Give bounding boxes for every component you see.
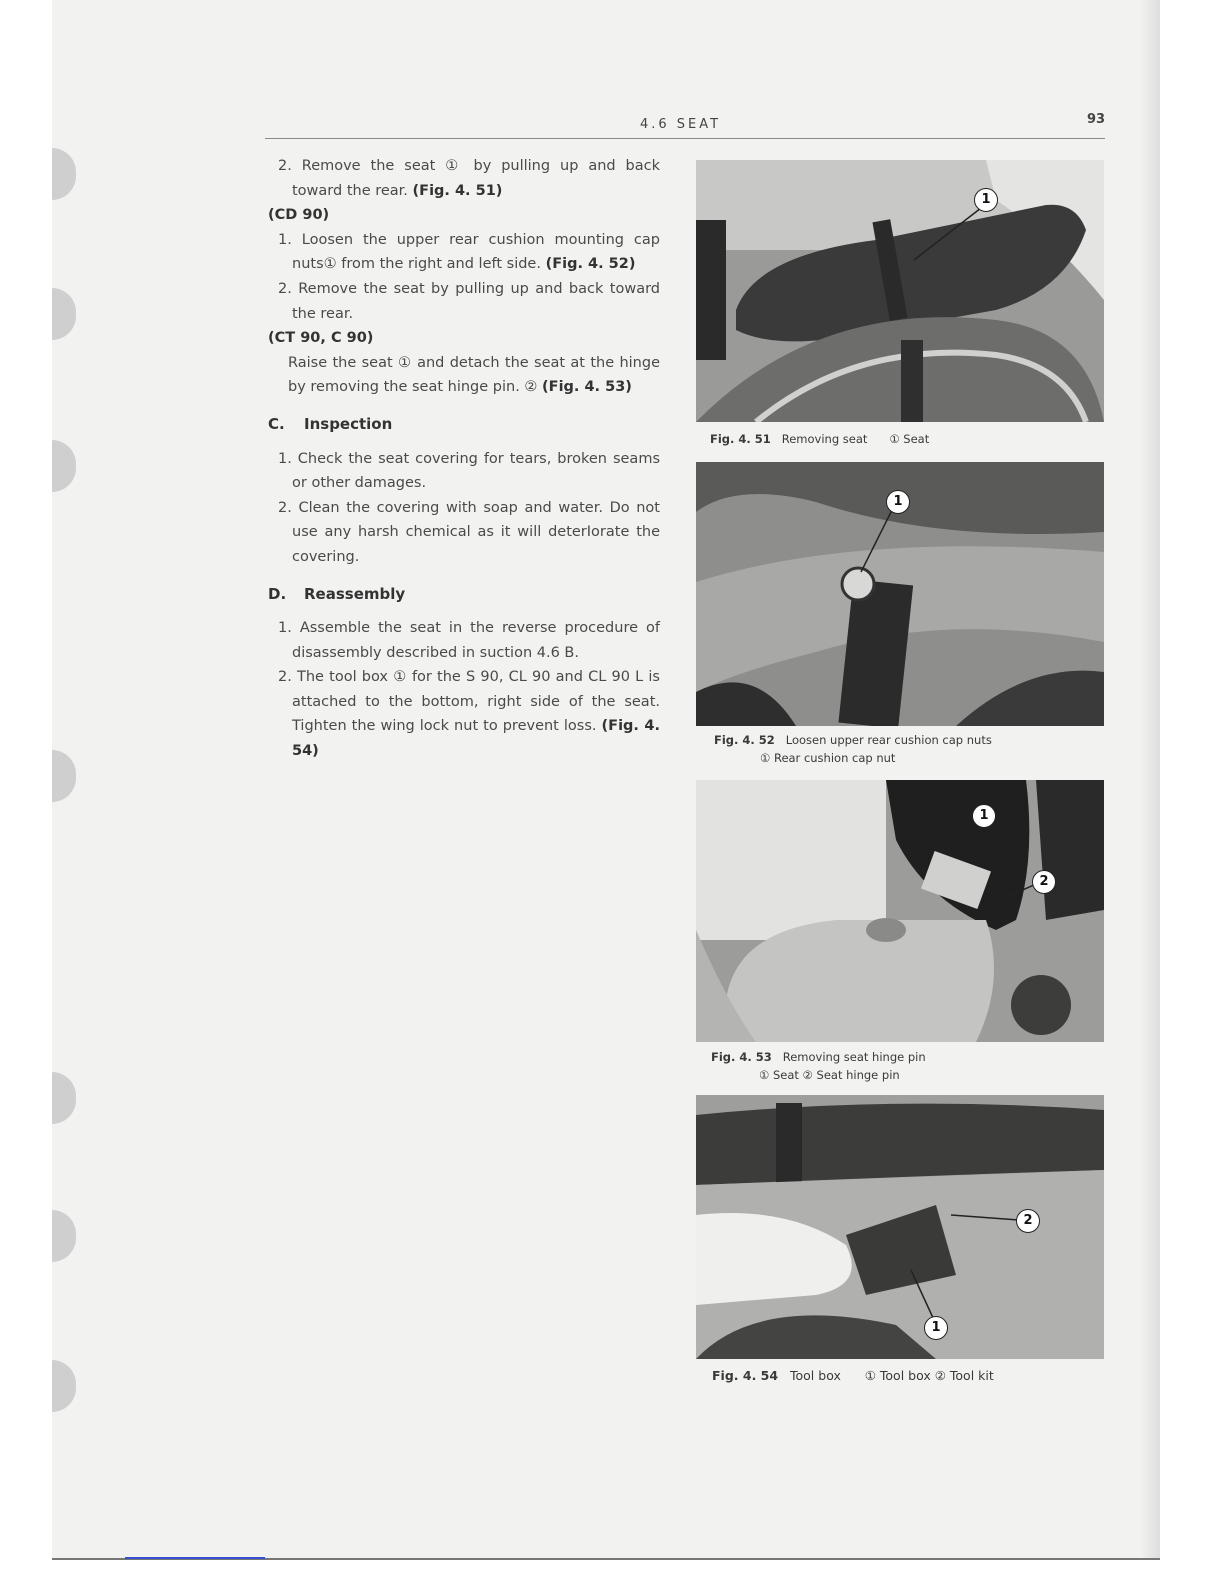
figure-photo-cushion-cap-nuts	[696, 462, 1104, 726]
callout-marker: 1	[974, 188, 998, 212]
step-paragraph: 1. Check the seat covering for tears, broken seams or other damages.	[278, 450, 660, 492]
step-paragraph: 2. Clean the covering with soap and water. Do not use any harsh chemical as it will deterIorate the covering.	[278, 499, 660, 565]
step-paragraph: 2. Remove the seat ① by pulling up and back toward the rear. (Fig. 4. 51)	[278, 158, 660, 199]
figure-caption: Fig. 4. 51 Removing seat ① Seat	[710, 432, 930, 446]
model-heading: (CD 90)	[268, 207, 330, 224]
toolbox-photo	[696, 1095, 1104, 1359]
header-rule	[265, 138, 1105, 139]
hinge-photo	[696, 780, 1104, 1042]
step-paragraph: 1. Loosen the upper rear cushion mounting cap nuts① from the right and left side. (Fig. 4. 52)	[278, 231, 660, 273]
figure-caption: Fig. 4. 54 Tool box ① Tool box ② Tool kit	[712, 1368, 994, 1383]
figure-photo-seat-hinge-pin	[696, 780, 1104, 1042]
step-paragraph: 2. Remove the seat by pulling up and back toward the rear.	[278, 280, 660, 322]
callout-marker: 2	[1016, 1209, 1040, 1233]
figure-caption: Fig. 4. 53 Removing seat hinge pin ① Seat ② Seat hinge pin	[711, 1050, 926, 1082]
page-number: 93	[1087, 112, 1106, 127]
model-heading: (CT 90, C 90)	[268, 330, 374, 347]
seat-photo	[696, 160, 1104, 422]
figure-photo-tool-box	[696, 1095, 1104, 1359]
bottom-edge-mark	[125, 1557, 265, 1559]
step-paragraph: Raise the seat ① and detach the seat at the hinge by removing the seat hinge pin. ② (Fig. 4. 53)	[288, 354, 660, 396]
callout-marker: 2	[1032, 870, 1056, 894]
step-paragraph: 1. Assemble the seat in the reverse procedure of disassembly described in suction 4.6 B.	[278, 620, 660, 661]
section-header: 4.6 SEAT	[640, 117, 722, 132]
section-heading-inspection: C. Inspection	[268, 414, 393, 433]
callout-marker: 1	[924, 1316, 948, 1340]
page-edge-shadow	[1140, 0, 1160, 1560]
figure-photo-removing-seat	[696, 160, 1104, 422]
body-text	[268, 154, 660, 764]
callout-marker: 1	[886, 490, 910, 514]
step-paragraph: 2. The tool box ① for the S 90, CL 90 and CL 90 L is attached to the bottom, right side of the seat. Tighten the wing lock nut to prevent loss. (Fig. 4. 54)	[278, 669, 660, 760]
section-heading-reassembly: D. Reassembly	[268, 584, 406, 603]
callout-marker: 1	[972, 804, 996, 828]
figure-caption: Fig. 4. 52 Loosen upper rear cushion cap nuts ① Rear cushion cap nut	[714, 733, 992, 765]
